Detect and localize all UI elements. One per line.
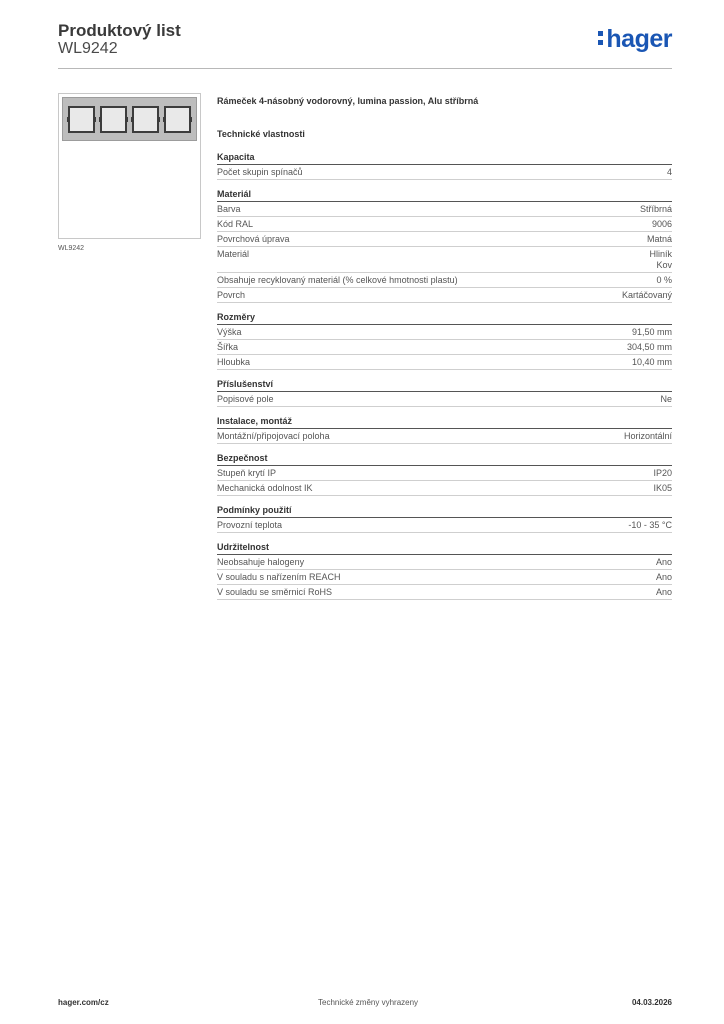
spec-value-line: 91,50 mm <box>631 327 672 337</box>
section-heading: Bezpečnost <box>217 453 672 466</box>
spec-row <box>217 325 672 340</box>
product-code: WL9242 <box>58 40 118 57</box>
spec-label: Hloubka <box>217 357 251 367</box>
section-heading: Instalace, montáž <box>217 416 672 429</box>
spec-row <box>217 466 672 481</box>
frame-opening <box>68 106 95 133</box>
spec-row <box>217 288 672 303</box>
spec-label: Mechanická odolnost IK <box>217 483 313 493</box>
section-heading: Příslušenství <box>217 379 672 392</box>
product-title: Rámeček 4-násobný vodorovný, lumina passion, Alu stříbrná <box>217 96 479 106</box>
spec-value-line: Horizontální <box>623 431 672 441</box>
spec-label: Montážní/připojovací poloha <box>217 431 330 441</box>
spec-value-line: 9006 <box>651 219 672 229</box>
spec-label: V souladu s nařízením REACH <box>217 572 341 582</box>
spec-value-line: Matná <box>646 234 672 244</box>
section-heading: Rozměry <box>217 312 672 325</box>
page-title: Produktový list <box>58 21 181 40</box>
spec-value <box>649 249 672 271</box>
spec-value-line: Ne <box>660 394 672 404</box>
spec-value <box>656 572 672 583</box>
spec-section <box>217 542 672 600</box>
spec-label: Výška <box>217 327 242 337</box>
spec-label: Neobsahuje halogeny <box>217 557 305 567</box>
spec-section <box>217 505 672 533</box>
product-image <box>58 93 201 239</box>
section-heading: Podmínky použití <box>217 505 672 518</box>
technical-properties-heading: Technické vlastnosti <box>217 129 305 139</box>
spec-row <box>217 429 672 444</box>
spec-row <box>217 247 672 273</box>
spec-label: V souladu se směrnicí RoHS <box>217 587 333 597</box>
spec-row <box>217 340 672 355</box>
spec-value <box>660 394 672 405</box>
footer-website: hager.com/cz <box>58 998 109 1007</box>
section-heading: Udržitelnost <box>217 542 672 555</box>
spec-section <box>217 152 672 180</box>
spec-row <box>217 570 672 585</box>
section-heading: Kapacita <box>217 152 672 165</box>
spec-row <box>217 202 672 217</box>
spec-label: Provozní teplota <box>217 520 283 530</box>
spec-row <box>217 518 672 533</box>
spec-value-line: IP20 <box>653 468 672 478</box>
spec-row <box>217 585 672 600</box>
spec-value <box>632 357 672 368</box>
spec-row <box>217 392 672 407</box>
spec-section <box>217 379 672 407</box>
spec-label: Obsahuje recyklovaný materiál (% celkové hmotnosti plastu) <box>217 275 458 285</box>
spec-value <box>627 342 672 353</box>
spec-section <box>217 312 672 370</box>
spec-value <box>656 587 672 598</box>
spec-value <box>640 204 672 215</box>
spec-value <box>656 557 672 568</box>
specification-content <box>217 96 672 609</box>
spec-label: Počet skupin spínačů <box>217 167 303 177</box>
spec-value <box>624 431 672 442</box>
spec-row <box>217 355 672 370</box>
spec-value-line: Stříbrná <box>639 204 672 214</box>
hager-logo <box>598 27 672 52</box>
spec-value-line: IK05 <box>653 483 672 493</box>
spec-section <box>217 416 672 444</box>
spec-value-line: 304,50 mm <box>626 342 672 352</box>
spec-section <box>217 453 672 496</box>
frame-opening <box>164 106 191 133</box>
header-divider <box>58 68 672 69</box>
section-heading: Materiál <box>217 189 672 202</box>
spec-value <box>656 275 672 286</box>
spec-value <box>647 234 672 245</box>
spec-row <box>217 217 672 232</box>
spec-value-line: Kov <box>656 260 672 270</box>
image-caption: WL9242 <box>58 245 85 252</box>
spec-row <box>217 273 672 288</box>
spec-row <box>217 555 672 570</box>
spec-value-line: Ano <box>655 557 672 567</box>
spec-value <box>628 520 672 531</box>
spec-section <box>217 189 672 303</box>
frame-opening <box>100 106 127 133</box>
spec-value <box>667 167 672 178</box>
spec-value <box>653 468 672 479</box>
four-gang-frame-illustration <box>62 97 197 141</box>
spec-value-line: -10 - 35 °C <box>628 520 672 530</box>
spec-row <box>217 481 672 496</box>
spec-label: Materiál <box>217 249 250 259</box>
spec-value <box>632 327 672 338</box>
spec-label: Povrch <box>217 290 246 300</box>
spec-sections <box>217 152 672 600</box>
spec-value <box>622 290 672 301</box>
footer-date: 04.03.2026 <box>631 998 672 1007</box>
spec-value-line: Ano <box>655 587 672 597</box>
spec-value <box>652 219 672 230</box>
spec-label: Kód RAL <box>217 219 254 229</box>
spec-value-line: 0 % <box>656 275 672 285</box>
spec-value-line: Kartáčovaný <box>621 290 672 300</box>
spec-value-line: Hliník <box>649 249 672 259</box>
spec-label: Stupeň krytí IP <box>217 468 277 478</box>
spec-label: Šířka <box>217 342 239 352</box>
spec-value-line: 10,40 mm <box>631 357 672 367</box>
spec-label: Povrchová úprava <box>217 234 290 244</box>
spec-label: Barva <box>217 204 241 214</box>
spec-label: Popisové pole <box>217 394 274 404</box>
logo-text: hager <box>606 25 672 53</box>
logo-dots-icon <box>598 31 604 46</box>
footer-note: Technické změny vyhrazeny <box>318 998 419 1007</box>
spec-value <box>653 483 672 494</box>
frame-opening <box>132 106 159 133</box>
spec-value-line: 4 <box>666 167 672 177</box>
spec-value-line: Ano <box>655 572 672 582</box>
spec-row <box>217 165 672 180</box>
spec-row <box>217 232 672 247</box>
